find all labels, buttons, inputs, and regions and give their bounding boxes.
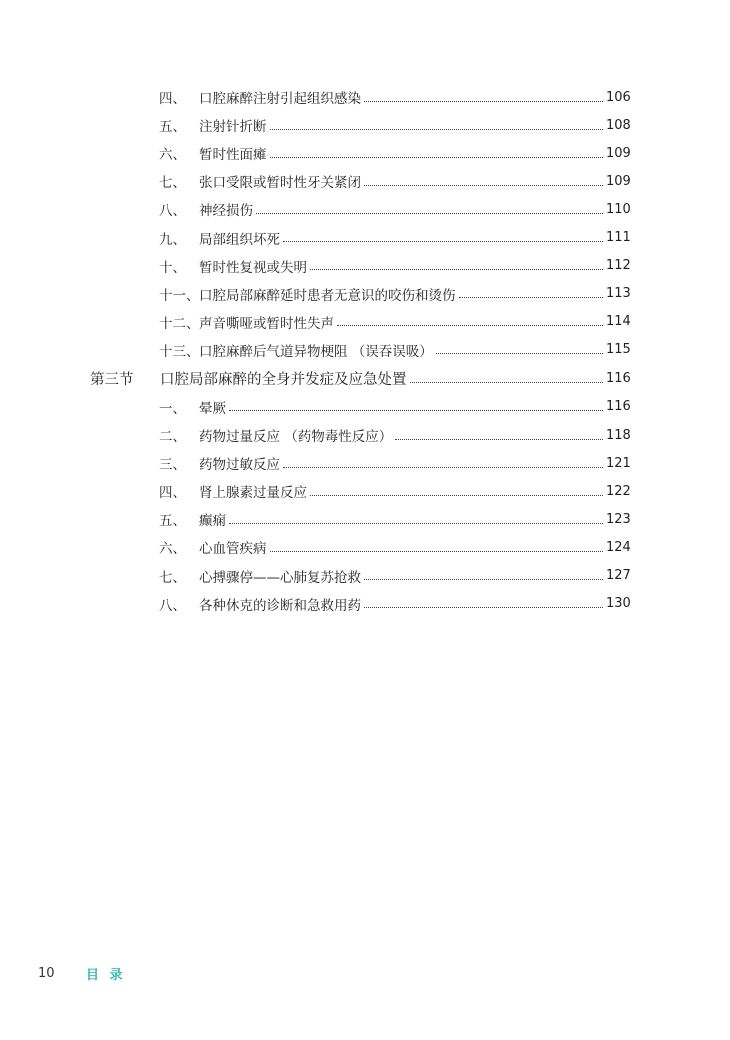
toc-section-title: 口腔局部麻醉的全身并发症及应急处置 [160,371,407,388]
toc-entry[interactable] [0,167,730,195]
toc-entry[interactable] [0,280,730,308]
toc-entry-number: 八、 [159,597,186,614]
toc-entry-title: 神经损伤 [199,203,253,220]
toc-section-page: 116 [606,370,631,386]
toc-entry-page: 115 [606,342,631,358]
toc-entry-title: 心血管疾病 [199,541,267,558]
dot-leader [283,467,603,468]
toc-entry[interactable] [0,421,730,449]
toc-entry-page: 122 [606,483,631,499]
toc-entry[interactable] [0,449,730,477]
toc-entry-number: 七、 [159,569,186,586]
toc-entry-title: 局部组织坏死 [199,231,280,248]
dot-leader [310,269,603,270]
toc-entry-page: 110 [606,201,631,217]
toc-entry[interactable] [0,590,730,618]
toc-entry-title: 暂时性面瘫 [199,147,267,164]
toc-entry[interactable] [0,308,730,336]
toc-entry[interactable] [0,533,730,561]
toc-entry-number: 六、 [159,541,186,558]
dot-leader [337,325,603,326]
toc-entry-page: 127 [606,568,631,584]
dot-leader [270,129,604,130]
dot-leader [436,353,603,354]
toc-entry-number: 二、 [159,429,186,446]
toc-entry-page: 108 [606,117,631,133]
toc-entry-number: 十一、 [159,287,200,304]
toc-section-number: 第三节 [90,371,134,388]
toc-entry-page: 111 [606,230,631,246]
toc-entry-page: 116 [606,399,631,415]
toc-entry-number: 八、 [159,203,186,220]
toc-entry[interactable] [0,505,730,533]
toc-entry-page: 114 [606,314,631,330]
dot-leader [229,523,603,524]
dot-leader [364,101,603,102]
table-of-contents [0,83,730,618]
toc-entry-number: 七、 [159,175,186,192]
dot-leader [283,241,603,242]
toc-entry-page: 130 [606,596,631,612]
dot-leader [410,382,604,383]
toc-entry-number: 四、 [159,91,186,108]
toc-entry[interactable] [0,477,730,505]
toc-entry-title: 张口受限或暂时性牙关紧闭 [199,175,361,192]
toc-entry-number: 五、 [159,119,186,136]
dot-leader [459,297,604,298]
dot-leader [270,551,604,552]
toc-entry-title: 口腔局部麻醉延时患者无意识的咬伤和烫伤 [199,287,456,304]
toc-entry[interactable] [0,223,730,251]
toc-entry-title: 口腔麻醉后气道异物梗阻 （误吞误吸） [199,343,433,360]
toc-entry-title: 肾上腺素过量反应 [199,485,307,502]
toc-entry-number: 十二、 [159,315,200,332]
toc-entry-number: 十三、 [159,343,200,360]
page-footer [38,964,126,983]
toc-entry-number: 十、 [159,259,186,276]
toc-entry-page: 118 [606,427,631,443]
running-title: 目 录 [86,968,126,983]
dot-leader [310,495,603,496]
toc-entry[interactable] [0,562,730,590]
dot-leader [364,579,603,580]
toc-entry-page: 113 [606,286,631,302]
toc-entry-page: 112 [606,258,631,274]
toc-entry-page: 124 [606,539,631,555]
toc-entry[interactable] [0,111,730,139]
dot-leader [229,410,603,411]
dot-leader [256,213,603,214]
toc-entry-title: 声音嘶哑或暂时性失声 [199,315,334,332]
toc-entry-number: 九、 [159,231,186,248]
toc-entry-page: 109 [606,145,631,161]
toc-entry-title: 药物过量反应 （药物毒性反应） [199,429,393,446]
dot-leader [364,607,603,608]
toc-entry-title: 癫痫 [199,513,226,530]
toc-entry-page: 106 [606,89,631,105]
toc-entry-title: 注射针折断 [199,119,267,136]
toc-entry-title: 口腔麻醉注射引起组织感染 [199,91,361,108]
toc-entry-number: 一、 [159,400,186,417]
toc-section-entry[interactable] [0,364,730,393]
dot-leader [270,157,604,158]
toc-entry[interactable] [0,252,730,280]
toc-entry-page: 121 [606,455,631,471]
dot-leader [395,439,603,440]
toc-entry-title: 晕厥 [199,400,226,417]
dot-leader [364,185,603,186]
toc-entry[interactable] [0,393,730,421]
toc-entry-page: 109 [606,173,631,189]
toc-entry[interactable] [0,83,730,111]
page-number: 10 [38,966,55,981]
toc-entry-number: 三、 [159,457,186,474]
toc-entry-title: 心搏骤停——心肺复苏抢救 [199,569,361,586]
toc-entry-title: 药物过敏反应 [199,457,280,474]
toc-entry-number: 四、 [159,485,186,502]
toc-entry-number: 六、 [159,147,186,164]
toc-entry-title: 各种休克的诊断和急救用药 [199,597,361,614]
toc-entry[interactable] [0,195,730,223]
toc-entry[interactable] [0,139,730,167]
toc-entry-number: 五、 [159,513,186,530]
toc-entry-title: 暂时性复视或失明 [199,259,307,276]
toc-entry[interactable] [0,336,730,364]
toc-entry-page: 123 [606,511,631,527]
